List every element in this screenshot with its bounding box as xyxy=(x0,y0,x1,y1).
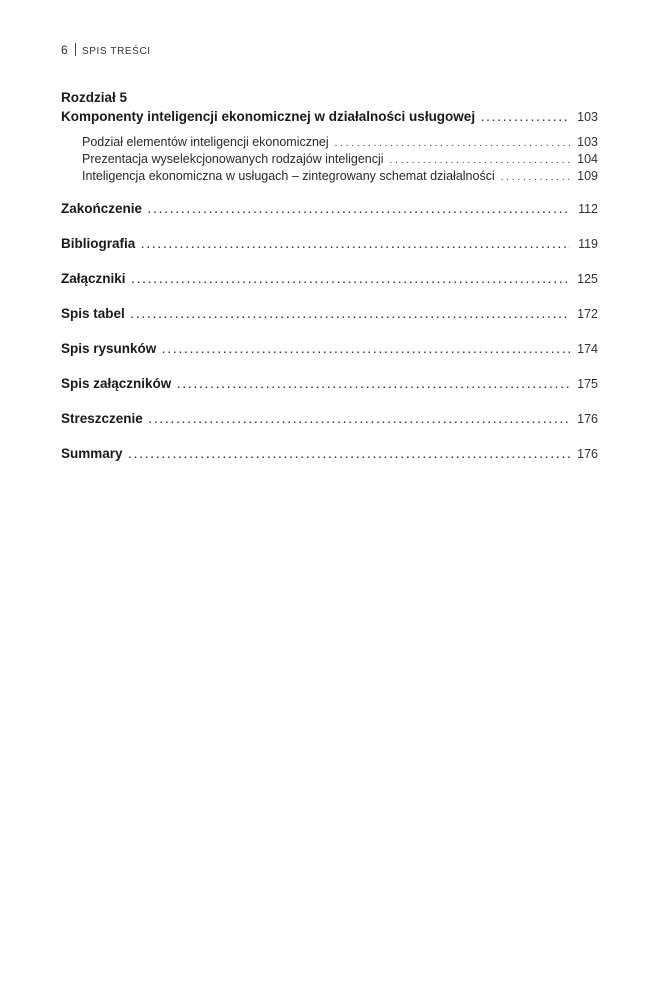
dot-leader xyxy=(501,169,570,186)
toc-entry-page: 175 xyxy=(577,377,598,391)
dot-leader xyxy=(390,152,570,169)
toc-entry-page: 176 xyxy=(577,447,598,461)
dot-leader xyxy=(141,236,570,255)
toc-entry-page: 125 xyxy=(577,272,598,286)
toc-subentry-title: Podział elementów inteligencji ekonomicznej xyxy=(82,135,329,149)
chapter-label: Rozdział 5 xyxy=(61,90,128,105)
toc-entry-summary-en xyxy=(61,444,598,463)
page-number: 6 xyxy=(61,43,68,57)
toc-subentry xyxy=(61,134,598,151)
toc-entry-summary-pl xyxy=(61,409,598,428)
toc-entry-page: 174 xyxy=(577,342,598,356)
toc-entry-page: 176 xyxy=(577,412,598,426)
toc-entry-chapter xyxy=(61,107,598,126)
toc-subentry-page: 103 xyxy=(577,135,598,149)
toc-entry-title: Spis załączników xyxy=(61,376,172,391)
toc-entry-conclusion xyxy=(61,199,598,218)
toc-subentry xyxy=(61,168,598,185)
toc-entry-title: Spis tabel xyxy=(61,306,125,321)
dot-leader xyxy=(131,306,570,325)
toc-entry-list-of-appendices xyxy=(61,374,598,393)
toc-entry-list-of-tables xyxy=(61,304,598,323)
toc-entry-page: 119 xyxy=(578,237,598,251)
toc-entry-title: Spis rysunków xyxy=(61,341,157,356)
toc-subentry-title: Prezentacja wyselekcjonowanych rodzajów inteligencji xyxy=(82,152,384,166)
toc-entry-page: 172 xyxy=(577,307,598,321)
toc-subentry-page: 104 xyxy=(577,152,598,166)
toc-entry-title: Streszczenie xyxy=(61,411,143,426)
running-head-separator xyxy=(75,43,76,56)
dot-leader xyxy=(129,446,570,465)
toc-entry-title: Zakończenie xyxy=(61,201,143,216)
toc-entry-appendices xyxy=(61,269,598,288)
subsection-list xyxy=(61,134,598,185)
dot-leader xyxy=(177,376,570,395)
toc-subentry-title: Inteligencja ekonomiczna w usługach – zintegrowany schemat działalności xyxy=(82,169,495,183)
toc-entry-title: Bibliografia xyxy=(61,236,136,251)
toc-entry-page: 103 xyxy=(577,110,598,124)
dot-leader xyxy=(132,271,570,290)
toc-subentry-page: 109 xyxy=(577,169,598,183)
dot-leader xyxy=(481,109,570,128)
toc-entry-page: 112 xyxy=(578,202,598,216)
toc-subentry xyxy=(61,151,598,168)
toc-entry-title: Komponenty inteligencji ekonomicznej w działalności usługowej xyxy=(61,109,476,124)
toc-entry-list-of-figures xyxy=(61,339,598,358)
toc-entry-title: Załączniki xyxy=(61,271,126,286)
toc-entry-bibliography xyxy=(61,234,598,253)
dot-leader xyxy=(335,135,570,152)
toc-entry-title: Summary xyxy=(61,446,123,461)
dot-leader xyxy=(148,201,570,220)
table-of-contents xyxy=(61,88,598,463)
running-head xyxy=(61,43,151,57)
dot-leader xyxy=(162,341,570,360)
running-head-title: SPIS TREŚCI xyxy=(81,46,151,57)
dot-leader xyxy=(149,411,570,430)
